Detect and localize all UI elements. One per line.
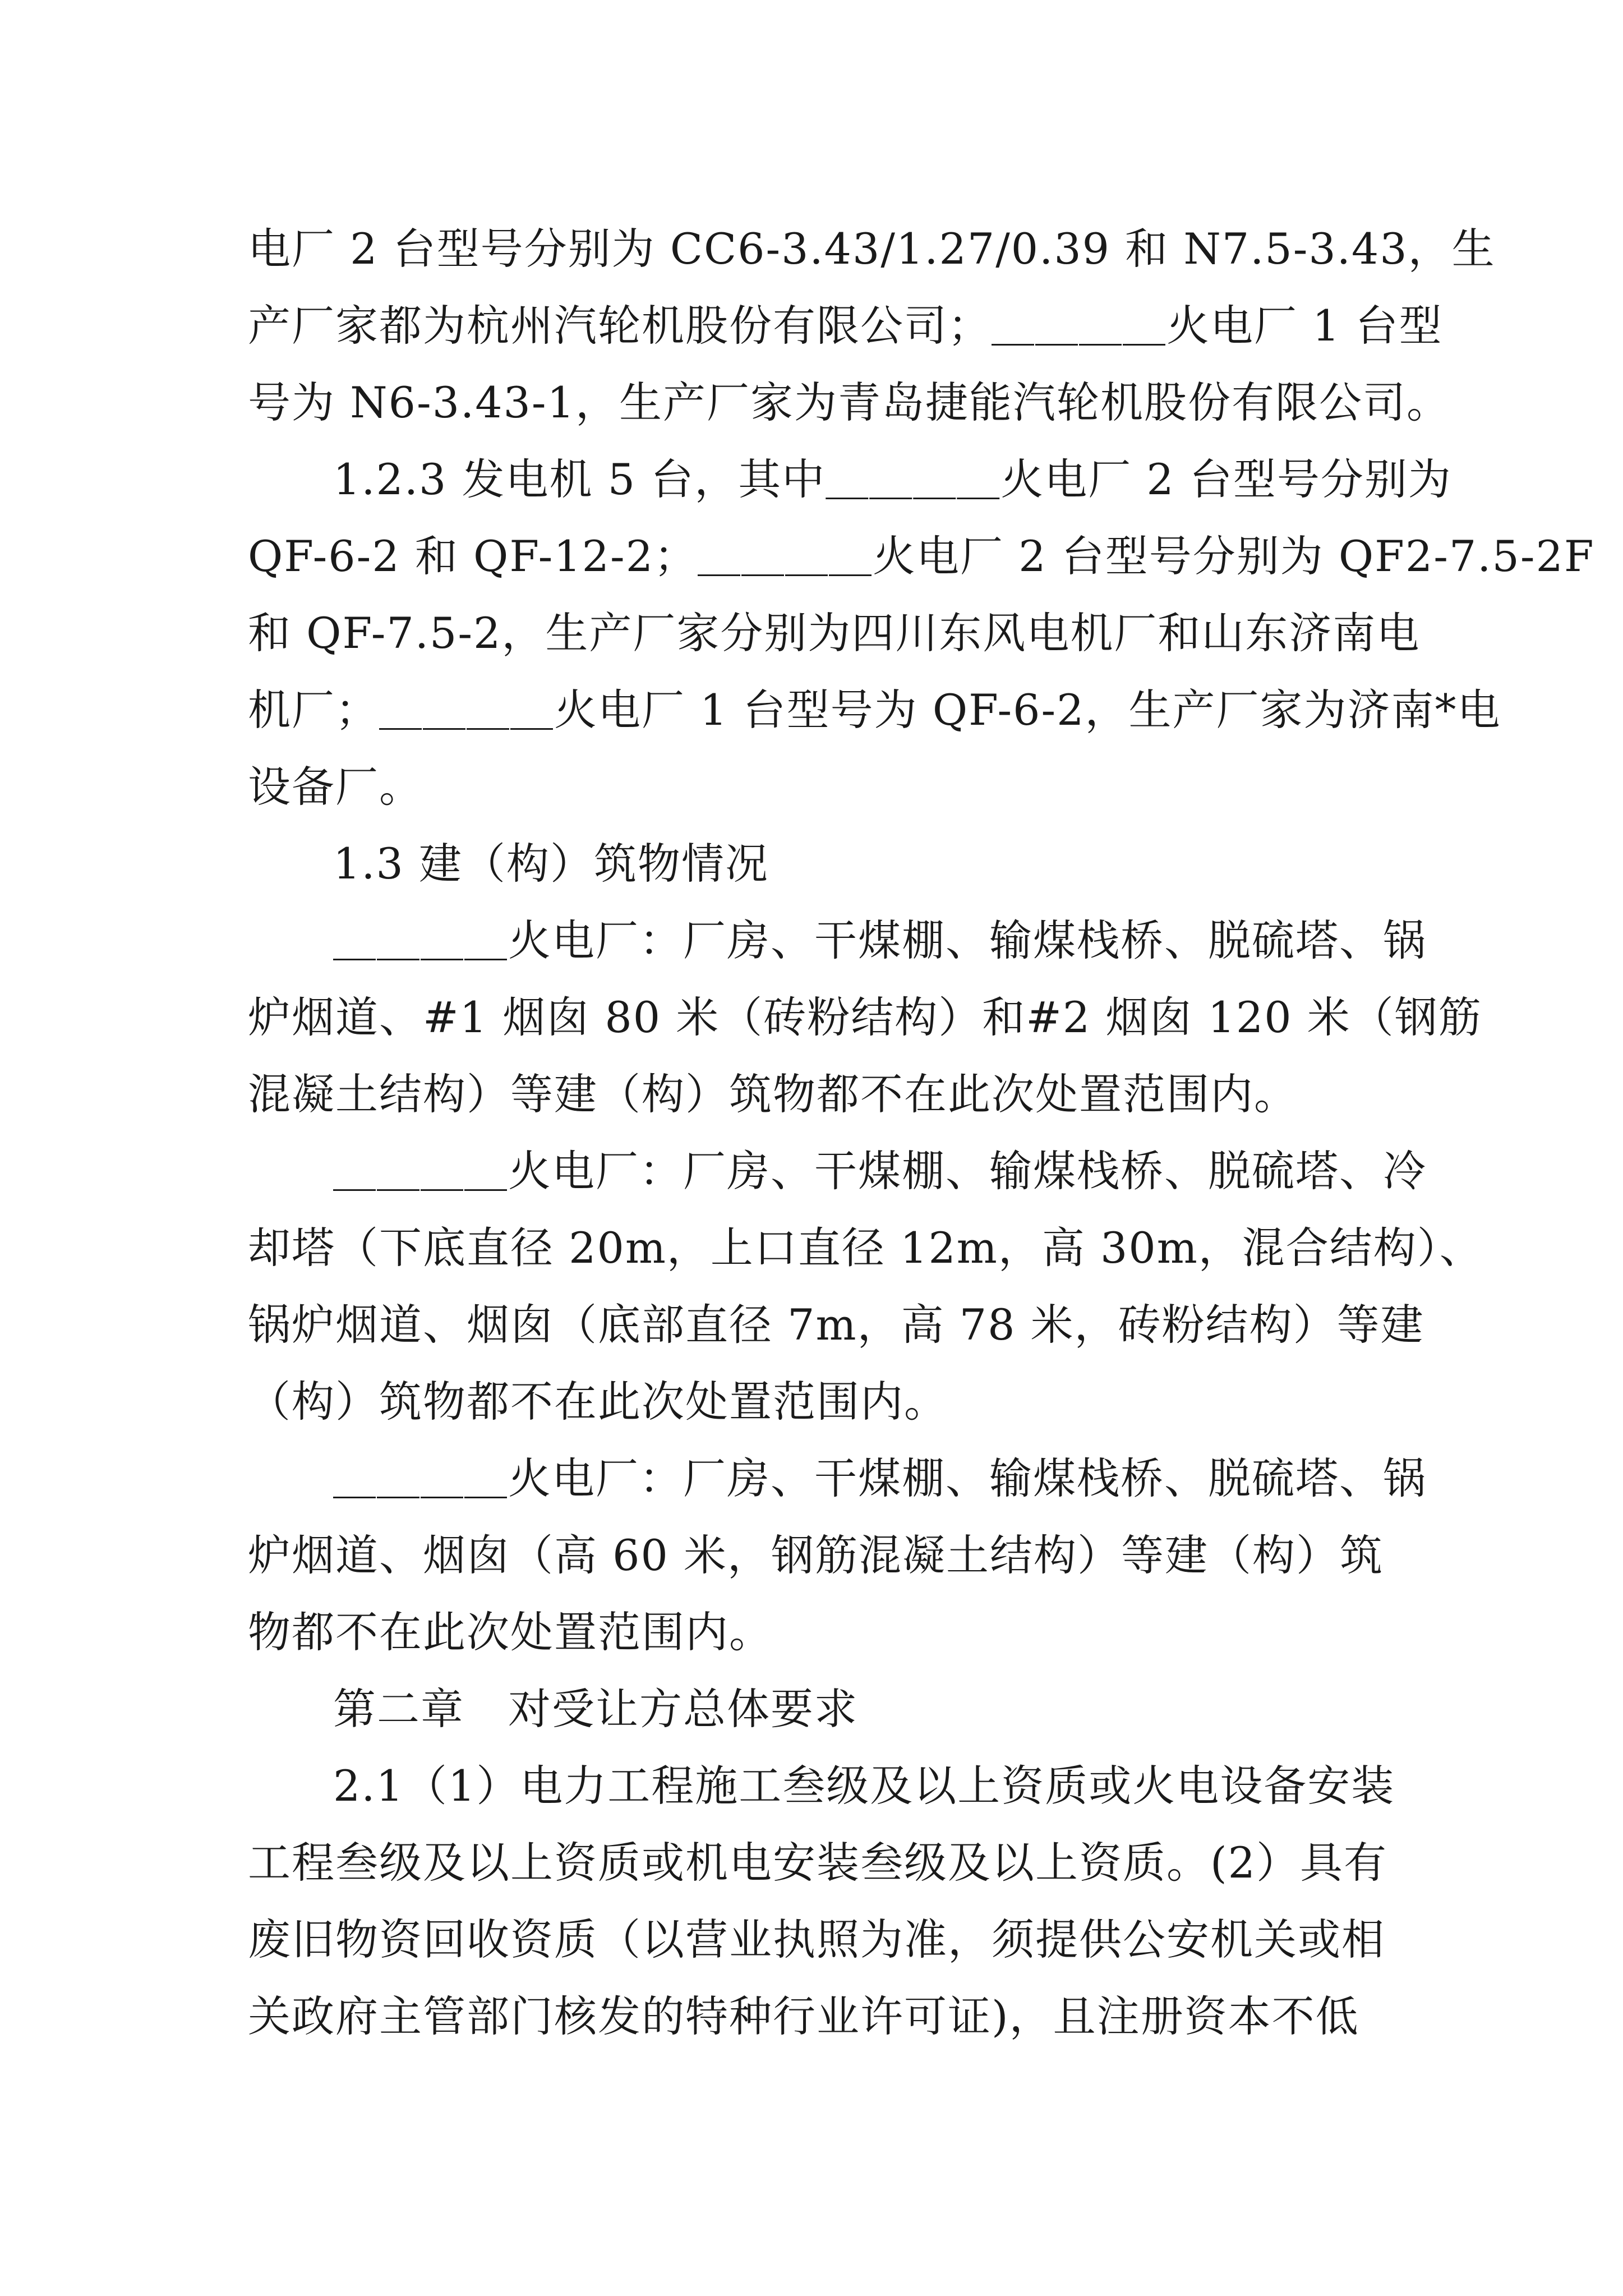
text-line: 电厂 2 台型号分别为 CC6-3.43/1.27/0.39 和 N7.5-3.43，生 [248,224,1496,274]
section-heading: 1.3 建（构）筑物情况 [333,839,769,889]
document-body [248,210,1595,2055]
paragraph-start: ＿＿＿＿火电厂：厂房、干煤棚、输煤栈桥、脱硫塔、锅 [333,915,1427,965]
paragraph-start: 2.1（1）电力工程施工叁级及以上资质或火电设备安装 [333,1761,1395,1811]
text-line: 却塔（下底直径 20m，上口直径 12m，高 30m，混合结构）、 [248,1223,1483,1273]
text-line: 工程叁级及以上资质或机电安装叁级及以上资质。(2）具有 [248,1838,1388,1888]
text-line: 关政府主管部门核发的特种行业许可证)，且注册资本不低 [248,1991,1359,2041]
text-line: 炉烟道、烟囱（高 60 米，钢筋混凝土结构）等建（构）筑 [248,1530,1384,1580]
paragraph-start: ＿＿＿＿火电厂：厂房、干煤棚、输煤栈桥、脱硫塔、冷 [333,1146,1427,1196]
paragraph-start: ＿＿＿＿火电厂：厂房、干煤棚、输煤栈桥、脱硫塔、锅 [333,1453,1427,1503]
text-line: 废旧物资回收资质（以营业执照为准，须提供公安机关或相 [248,1915,1385,1964]
text-line: 物都不在此次处置范围内。 [248,1607,773,1657]
text-line: QF-6-2 和 QF-12-2；＿＿＿＿火电厂 2 台型号分别为 QF2-7.5-2F [248,531,1595,581]
section-heading: 1.2.3 发电机 5 台，其中＿＿＿＿火电厂 2 台型号分别为 [333,454,1452,504]
text-line: 和 QF-7.5-2，生产厂家分别为四川东风电机厂和山东济南电 [248,608,1421,658]
chapter-heading: 第二章 对受让方总体要求 [333,1684,858,1734]
text-line: 炉烟道、#1 烟囱 80 米（砖粉结构）和#2 烟囱 120 米（钢筋 [248,992,1482,1042]
text-line: 设备厂。 [248,762,423,812]
text-line: 号为 N6-3.43-1，生产厂家为青岛捷能汽轮机股份有限公司。 [248,378,1450,427]
text-line: （构）筑物都不在此次处置范围内。 [248,1377,948,1427]
text-line: 产厂家都为杭州汽轮机股份有限公司；＿＿＿＿火电厂 1 台型 [248,301,1443,351]
text-line: 锅炉烟道、烟囱（底部直径 7m，高 78 米，砖粉结构）等建 [248,1300,1424,1350]
text-line: 混凝土结构）等建（构）筑物都不在此次处置范围内。 [248,1069,1298,1119]
text-line: 机厂；＿＿＿＿火电厂 1 台型号为 QF-6-2，生产厂家为济南*电 [248,685,1501,735]
